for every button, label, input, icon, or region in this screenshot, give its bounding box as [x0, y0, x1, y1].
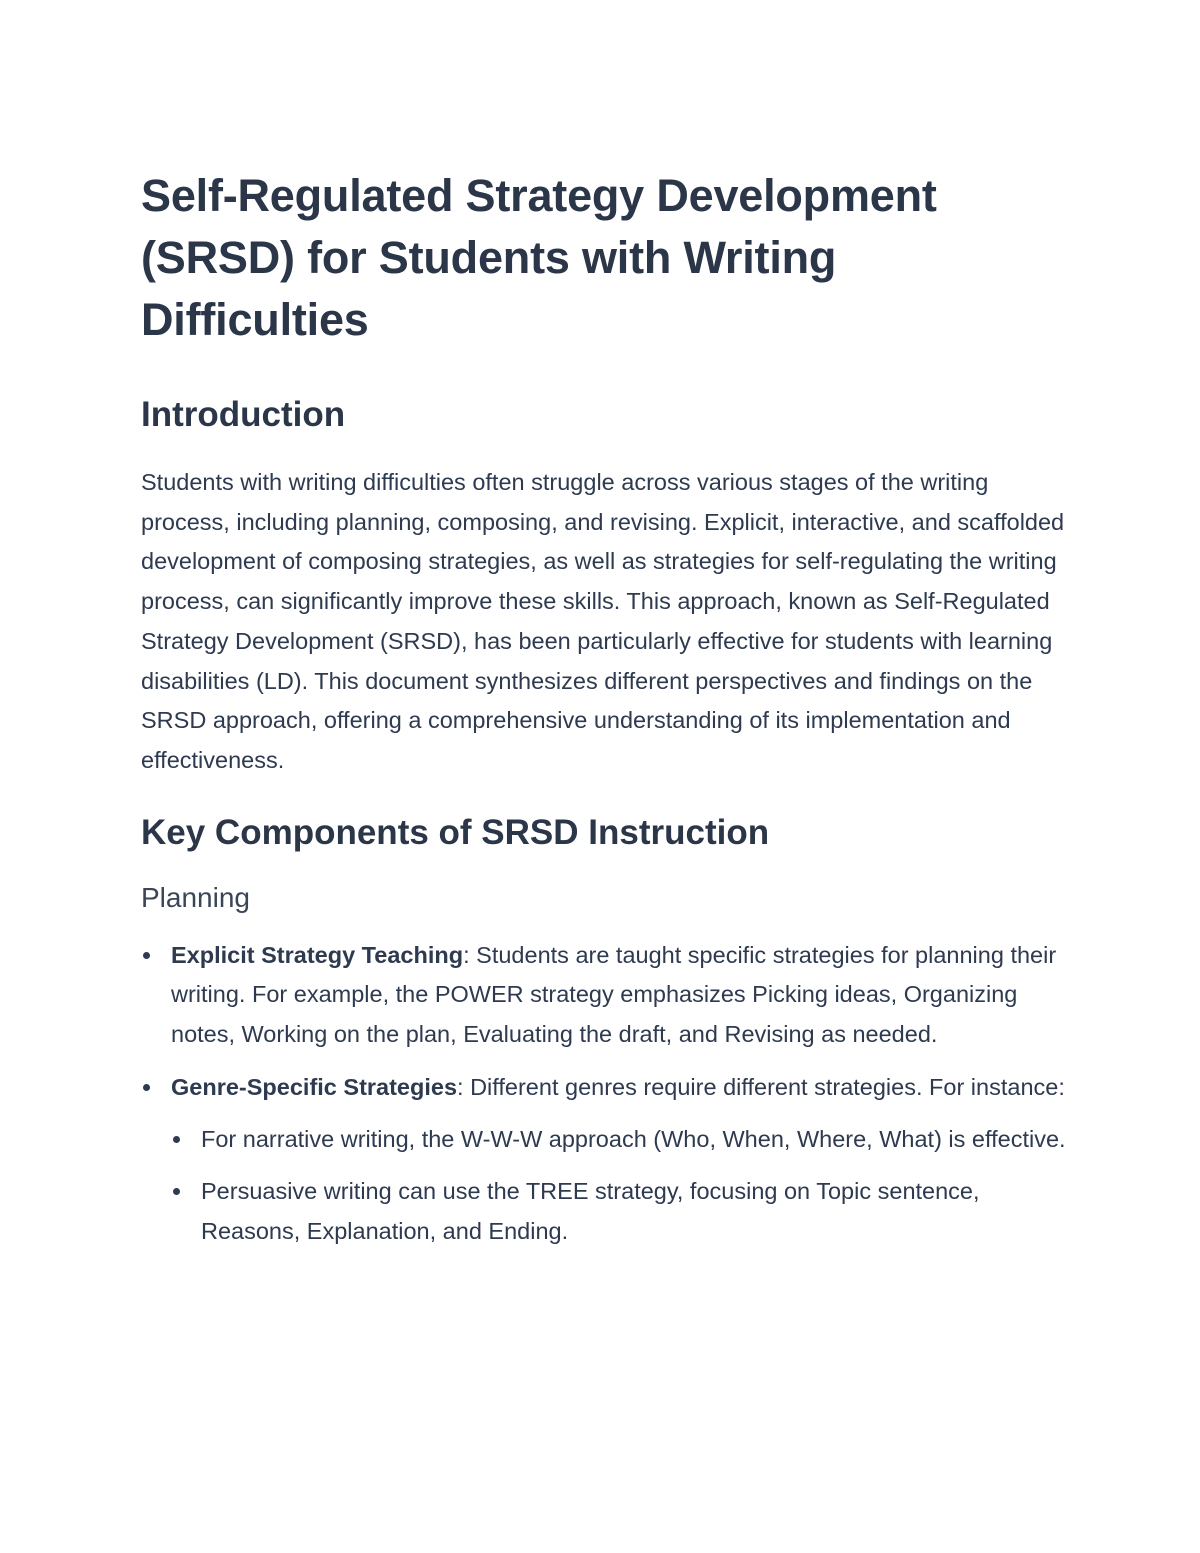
list-item-text: : Students are taught specific strategies for planning their writing. For example, the POWER strategy emphasizes Picking ideas, Organizing notes, Working on the plan, Evaluating the draft, and Revising as needed. [171, 941, 1057, 1048]
bullet-icon [173, 1136, 180, 1143]
introduction-heading: Introduction [141, 395, 346, 434]
document-title: Self-Regulated Strategy Development (SRSD) for Students with Writing Difficulties [141, 170, 937, 345]
bullet-icon [143, 952, 150, 959]
bullet-icon [173, 1188, 180, 1195]
list-item [141, 1068, 1071, 1252]
nested-list-item [171, 1120, 1071, 1160]
planning-subheading: Planning [141, 881, 250, 913]
list-item-term: Genre-Specific Strategies [171, 1073, 458, 1100]
bullet-icon [143, 1084, 150, 1091]
nested-bullet-list [171, 1120, 1071, 1251]
list-item-term: Explicit Strategy Teaching [171, 941, 464, 968]
nested-list-item-text: For narrative writing, the W-W-W approach (Who, When, Where, What) is effective. [201, 1126, 1066, 1153]
nested-list-item-text: Persuasive writing can use the TREE strategy, focusing on Topic sentence, Reasons, Explanation, and Ending. [201, 1178, 980, 1244]
key-components-heading: Key Components of SRSD Instruction [141, 812, 770, 852]
list-item-text: : Different genres require different strategies. For instance: [457, 1073, 1065, 1100]
document-page [141, 165, 1071, 1252]
introduction-paragraph: Students with writing difficulties often struggle across various stages of the writing process, including planning, composing, and revising. Explicit, interactive, and scaffolded development of composing strategies, as well as strategies for self-regulating the writing process, can significantly improve these skills. This approach, known as Self-Regulated Strategy Development (SRSD), has been particularly effective for students with learning disabilities (LD). This document synthesizes different perspectives and findings on the SRSD approach, offering a comprehensive understanding of its implementation and effectiveness. [141, 469, 1065, 773]
list-item [141, 936, 1071, 1055]
planning-bullet-list [141, 936, 1071, 1252]
nested-list-item [171, 1172, 1071, 1251]
